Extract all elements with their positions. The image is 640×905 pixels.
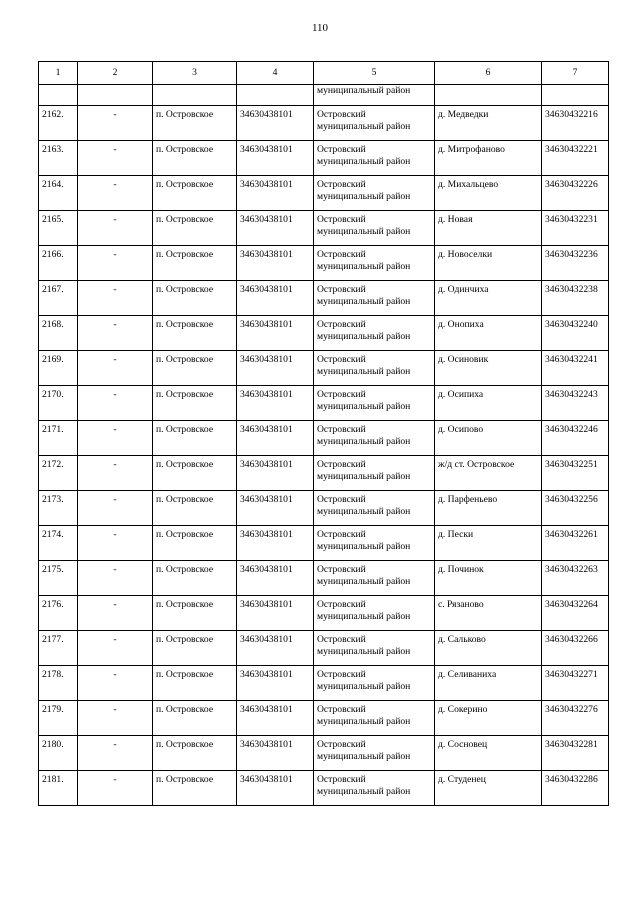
locality-code-cell: 34630432276	[542, 701, 609, 736]
table-row	[39, 316, 609, 351]
district-cell: Островский муниципальный район	[314, 666, 435, 701]
dash-cell: -	[78, 351, 153, 386]
dash-cell: -	[78, 211, 153, 246]
table-row	[39, 246, 609, 281]
column-number: 7	[542, 62, 609, 85]
locality-code-cell: 34630432246	[542, 421, 609, 456]
row-number-cell: 2169.	[39, 351, 78, 386]
settlement-cell: п. Островское	[153, 281, 237, 316]
table-row	[39, 736, 609, 771]
code-cell: 34630438101	[237, 386, 314, 421]
dash-cell: -	[78, 316, 153, 351]
row-number-cell: 2178.	[39, 666, 78, 701]
locality-code-cell: 34630432216	[542, 106, 609, 141]
code-cell: 34630438101	[237, 771, 314, 806]
district-cell: Островский муниципальный район	[314, 281, 435, 316]
district-cell: Островский муниципальный район	[314, 386, 435, 421]
locality-code-cell: 34630432240	[542, 316, 609, 351]
table-row	[39, 631, 609, 666]
row-number-cell: 2171.	[39, 421, 78, 456]
dash-cell: -	[78, 281, 153, 316]
district-cell: Островский муниципальный район	[314, 561, 435, 596]
dash-cell: -	[78, 771, 153, 806]
dash-cell: -	[78, 106, 153, 141]
dash-cell: -	[78, 526, 153, 561]
code-cell: 34630438101	[237, 281, 314, 316]
code-cell: 34630438101	[237, 211, 314, 246]
dash-cell: -	[78, 456, 153, 491]
locality-code-cell: 34630432271	[542, 666, 609, 701]
settlement-cell: п. Островское	[153, 771, 237, 806]
dash-cell: -	[78, 141, 153, 176]
table-body	[39, 62, 609, 806]
code-cell: 34630438101	[237, 596, 314, 631]
settlement-cell: п. Островское	[153, 211, 237, 246]
row-number-cell: 2162.	[39, 106, 78, 141]
district-cell: Островский муниципальный район	[314, 771, 435, 806]
locality-code-cell: 34630432251	[542, 456, 609, 491]
row-number-cell: 2176.	[39, 596, 78, 631]
table-row	[39, 771, 609, 806]
locality-cell: д. Осипиха	[435, 386, 542, 421]
code-cell: 34630438101	[237, 316, 314, 351]
locality-code-cell: 34630432226	[542, 176, 609, 211]
settlement-cell: п. Островское	[153, 421, 237, 456]
locality-code-cell: 34630432266	[542, 631, 609, 666]
table-row	[39, 421, 609, 456]
code-cell: 34630438101	[237, 526, 314, 561]
district-cell: Островский муниципальный район	[314, 141, 435, 176]
locality-cell: д. Селиваниха	[435, 666, 542, 701]
locality-cell: д. Медведки	[435, 106, 542, 141]
locality-cell: д. Починок	[435, 561, 542, 596]
locality-cell: ж/д ст. Островское	[435, 456, 542, 491]
row-number-cell: 2179.	[39, 701, 78, 736]
locality-cell: д. Осипово	[435, 421, 542, 456]
table-row	[39, 666, 609, 701]
row-number-cell: 2180.	[39, 736, 78, 771]
settlement-cell: п. Островское	[153, 456, 237, 491]
settlement-cell: п. Островское	[153, 246, 237, 281]
district-cell: Островский муниципальный район	[314, 701, 435, 736]
dash-cell: -	[78, 701, 153, 736]
table-cell	[39, 85, 78, 106]
locality-code-cell: 34630432231	[542, 211, 609, 246]
dash-cell: -	[78, 386, 153, 421]
table-row	[39, 141, 609, 176]
code-cell: 34630438101	[237, 106, 314, 141]
table-row	[39, 386, 609, 421]
table-cell	[542, 85, 609, 106]
locality-code-cell: 34630432286	[542, 771, 609, 806]
settlement-cell: п. Островское	[153, 351, 237, 386]
settlement-cell: п. Островское	[153, 141, 237, 176]
row-number-cell: 2175.	[39, 561, 78, 596]
table-cell	[435, 85, 542, 106]
page-number: 110	[311, 22, 329, 34]
table-row	[39, 596, 609, 631]
table-row	[39, 526, 609, 561]
column-number-row	[39, 62, 609, 85]
locality-code-cell: 34630432241	[542, 351, 609, 386]
table-row	[39, 456, 609, 491]
row-number-cell: 2170.	[39, 386, 78, 421]
settlement-cell: п. Островское	[153, 701, 237, 736]
table-row	[39, 176, 609, 211]
district-cell: Островский муниципальный район	[314, 421, 435, 456]
locality-code-cell: 34630432281	[542, 736, 609, 771]
locality-cell: д. Сокерино	[435, 701, 542, 736]
code-cell: 34630438101	[237, 456, 314, 491]
locality-cell: д. Новая	[435, 211, 542, 246]
settlement-cell: п. Островское	[153, 176, 237, 211]
dash-cell: -	[78, 246, 153, 281]
code-cell: 34630438101	[237, 351, 314, 386]
locality-code-cell: 34630432261	[542, 526, 609, 561]
row-number-cell: 2174.	[39, 526, 78, 561]
dash-cell: -	[78, 736, 153, 771]
row-number-cell: 2163.	[39, 141, 78, 176]
code-cell: 34630438101	[237, 176, 314, 211]
district-cell: Островский муниципальный район	[314, 211, 435, 246]
dash-cell: -	[78, 666, 153, 701]
district-cell: Островский муниципальный район	[314, 596, 435, 631]
table-row	[39, 491, 609, 526]
district-cell: Островский муниципальный район	[314, 351, 435, 386]
settlement-cell: п. Островское	[153, 106, 237, 141]
district-cell: Островский муниципальный район	[314, 631, 435, 666]
column-number: 6	[435, 62, 542, 85]
locality-cell: д. Митрофаново	[435, 141, 542, 176]
row-number-cell: 2167.	[39, 281, 78, 316]
settlement-cell: п. Островское	[153, 316, 237, 351]
row-number-cell: 2168.	[39, 316, 78, 351]
code-cell: 34630438101	[237, 246, 314, 281]
locality-cell: д. Сальково	[435, 631, 542, 666]
locality-code-cell: 34630432243	[542, 386, 609, 421]
dash-cell: -	[78, 631, 153, 666]
locality-cell: д. Осиновик	[435, 351, 542, 386]
table-row	[39, 351, 609, 386]
settlement-cell: п. Островское	[153, 491, 237, 526]
column-number: 2	[78, 62, 153, 85]
row-number-cell: 2165.	[39, 211, 78, 246]
locality-cell: д. Михальцево	[435, 176, 542, 211]
district-cell: Островский муниципальный район	[314, 176, 435, 211]
table-row	[39, 211, 609, 246]
table-row	[39, 561, 609, 596]
row-number-cell: 2173.	[39, 491, 78, 526]
table-row	[39, 701, 609, 736]
table-cell: муниципальный район	[314, 85, 435, 106]
continuation-row	[39, 85, 609, 106]
code-cell: 34630438101	[237, 666, 314, 701]
district-cell: Островский муниципальный район	[314, 456, 435, 491]
settlement-cell: п. Островское	[153, 596, 237, 631]
dash-cell: -	[78, 491, 153, 526]
row-number-cell: 2164.	[39, 176, 78, 211]
district-cell: Островский муниципальный район	[314, 316, 435, 351]
district-cell: Островский муниципальный район	[314, 526, 435, 561]
locality-cell: с. Рязаново	[435, 596, 542, 631]
locality-cell: д. Новоселки	[435, 246, 542, 281]
row-number-cell: 2181.	[39, 771, 78, 806]
code-cell: 34630438101	[237, 421, 314, 456]
locality-cell: д. Парфеньево	[435, 491, 542, 526]
row-number-cell: 2172.	[39, 456, 78, 491]
locality-code-cell: 34630432263	[542, 561, 609, 596]
code-cell: 34630438101	[237, 736, 314, 771]
locality-cell: д. Студенец	[435, 771, 542, 806]
locality-code-cell: 34630432221	[542, 141, 609, 176]
column-number: 4	[237, 62, 314, 85]
settlement-cell: п. Островское	[153, 631, 237, 666]
code-cell: 34630438101	[237, 701, 314, 736]
table-row	[39, 281, 609, 316]
dash-cell: -	[78, 176, 153, 211]
column-number: 1	[39, 62, 78, 85]
locality-code-cell: 34630432236	[542, 246, 609, 281]
table-row	[39, 106, 609, 141]
column-number: 5	[314, 62, 435, 85]
locality-code-cell: 34630432256	[542, 491, 609, 526]
district-cell: Островский муниципальный район	[314, 106, 435, 141]
settlement-cell: п. Островское	[153, 526, 237, 561]
row-number-cell: 2166.	[39, 246, 78, 281]
district-cell: Островский муниципальный район	[314, 491, 435, 526]
locality-cell: д. Онопиха	[435, 316, 542, 351]
locality-cell: д. Пески	[435, 526, 542, 561]
code-cell: 34630438101	[237, 141, 314, 176]
locality-cell: д. Сосновец	[435, 736, 542, 771]
locality-cell: д. Одинчиха	[435, 281, 542, 316]
dash-cell: -	[78, 421, 153, 456]
table-cell	[237, 85, 314, 106]
settlement-cell: п. Островское	[153, 666, 237, 701]
registry-table	[38, 61, 609, 806]
settlement-cell: п. Островское	[153, 386, 237, 421]
dash-cell: -	[78, 596, 153, 631]
table-cell	[78, 85, 153, 106]
column-number: 3	[153, 62, 237, 85]
table-cell	[153, 85, 237, 106]
locality-code-cell: 34630432264	[542, 596, 609, 631]
district-cell: Островский муниципальный район	[314, 246, 435, 281]
row-number-cell: 2177.	[39, 631, 78, 666]
settlement-cell: п. Островское	[153, 736, 237, 771]
code-cell: 34630438101	[237, 561, 314, 596]
locality-code-cell: 34630432238	[542, 281, 609, 316]
settlement-cell: п. Островское	[153, 561, 237, 596]
dash-cell: -	[78, 561, 153, 596]
code-cell: 34630438101	[237, 491, 314, 526]
district-cell: Островский муниципальный район	[314, 736, 435, 771]
code-cell: 34630438101	[237, 631, 314, 666]
